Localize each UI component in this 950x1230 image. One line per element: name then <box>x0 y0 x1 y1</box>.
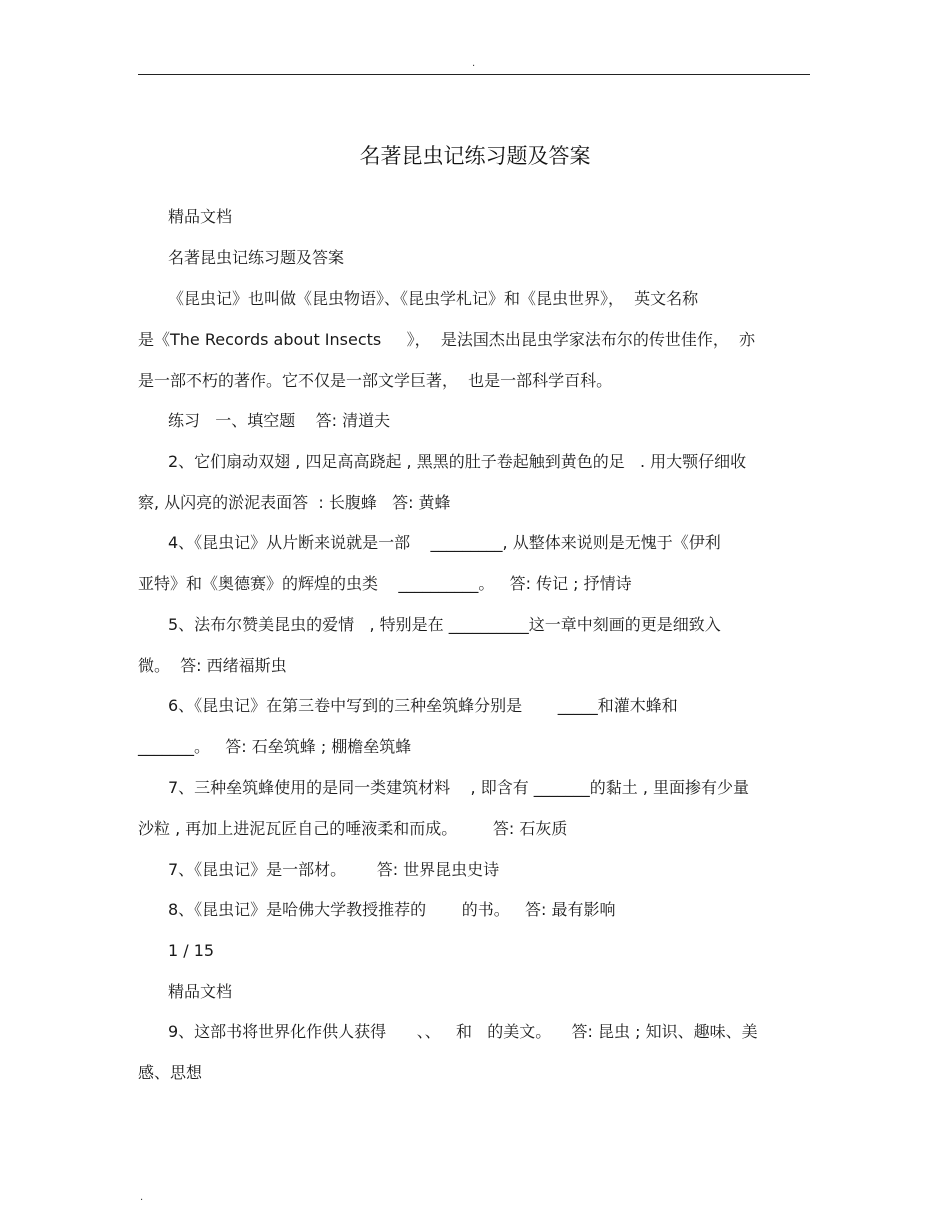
text-line: 感、思想 <box>138 1063 203 1082</box>
text-line: 9、这部书将世界化作供人获得 、、 和 的美文。 答: 昆虫 ; 知识、趣味、美 <box>168 1022 758 1041</box>
text-line: 练习 一、填空题 答: 清道夫 <box>168 411 391 430</box>
document-title: 名著昆虫记练习题及答案 <box>359 144 591 168</box>
text-line: 是《The Records about Insects 》， 是法国杰出昆虫学家法布尔的传世佳作， 亦 <box>138 330 756 349</box>
text-line: 沙粒 , 再加上进泥瓦匠自己的唾液柔和而成。 答: 石灰质 <box>138 819 568 838</box>
text-line: 察, 从闪亮的淤泥表面答 : 长腹蜂 答: 黄蜂 <box>138 493 451 512</box>
text-line: 是一部不朽的著作。它不仅是一部文学巨著， 也是一部科学百科。 <box>138 371 613 390</box>
text-line: 2、它们扇动双翅 , 四足高高跷起 , 黑黑的肚子卷起触到黄色的足 . 用大颚仔细收 <box>168 452 747 471</box>
page-number: 1 / 15 <box>168 941 215 960</box>
footer-dot: . <box>140 1192 144 1203</box>
header-rule <box>138 74 810 75</box>
text-line: 6、《昆虫记》在第三卷中写到的三种垒筑蜂分别是 _____和灌木蜂和 <box>168 696 678 715</box>
text-line: 亚特》和《奥德赛》的辉煌的虫类 __________。 答: 传记 ; 抒情诗 <box>138 574 632 593</box>
text-line: 《昆虫记》也叫做《昆虫物语》、《昆虫学札记》和《昆虫世界》， 英文名称 <box>168 289 699 308</box>
text-line: 5、法布尔赞美昆虫的爱情 , 特别是在 __________这一章中刻画的更是细致入 <box>168 615 721 634</box>
text-line: 7、三种垒筑蜂使用的是同一类建筑材料 , 即含有 _______的黏土 , 里面掺有少量 <box>168 778 750 797</box>
text-line: 精品文档 <box>168 982 233 1001</box>
header-dot: . <box>472 58 476 69</box>
text-line: 4、《昆虫记》从片断来说就是一部 _________, 从整体来说则是无愧于《伊利 <box>168 533 721 552</box>
text-line: 8、《昆虫记》是哈佛大学教授推荐的 的书。 答: 最有影响 <box>168 900 616 919</box>
text-line: 精品文档 <box>168 207 233 226</box>
text-line: 7、《昆虫记》是一部材。 答: 世界昆虫史诗 <box>168 860 500 879</box>
text-line: 微。 答: 西绪福斯虫 <box>138 656 287 675</box>
text-line: _______。 答: 石垒筑蜂 ; 棚檐垒筑蜂 <box>138 737 412 756</box>
text-line: 名著昆虫记练习题及答案 <box>168 248 345 267</box>
